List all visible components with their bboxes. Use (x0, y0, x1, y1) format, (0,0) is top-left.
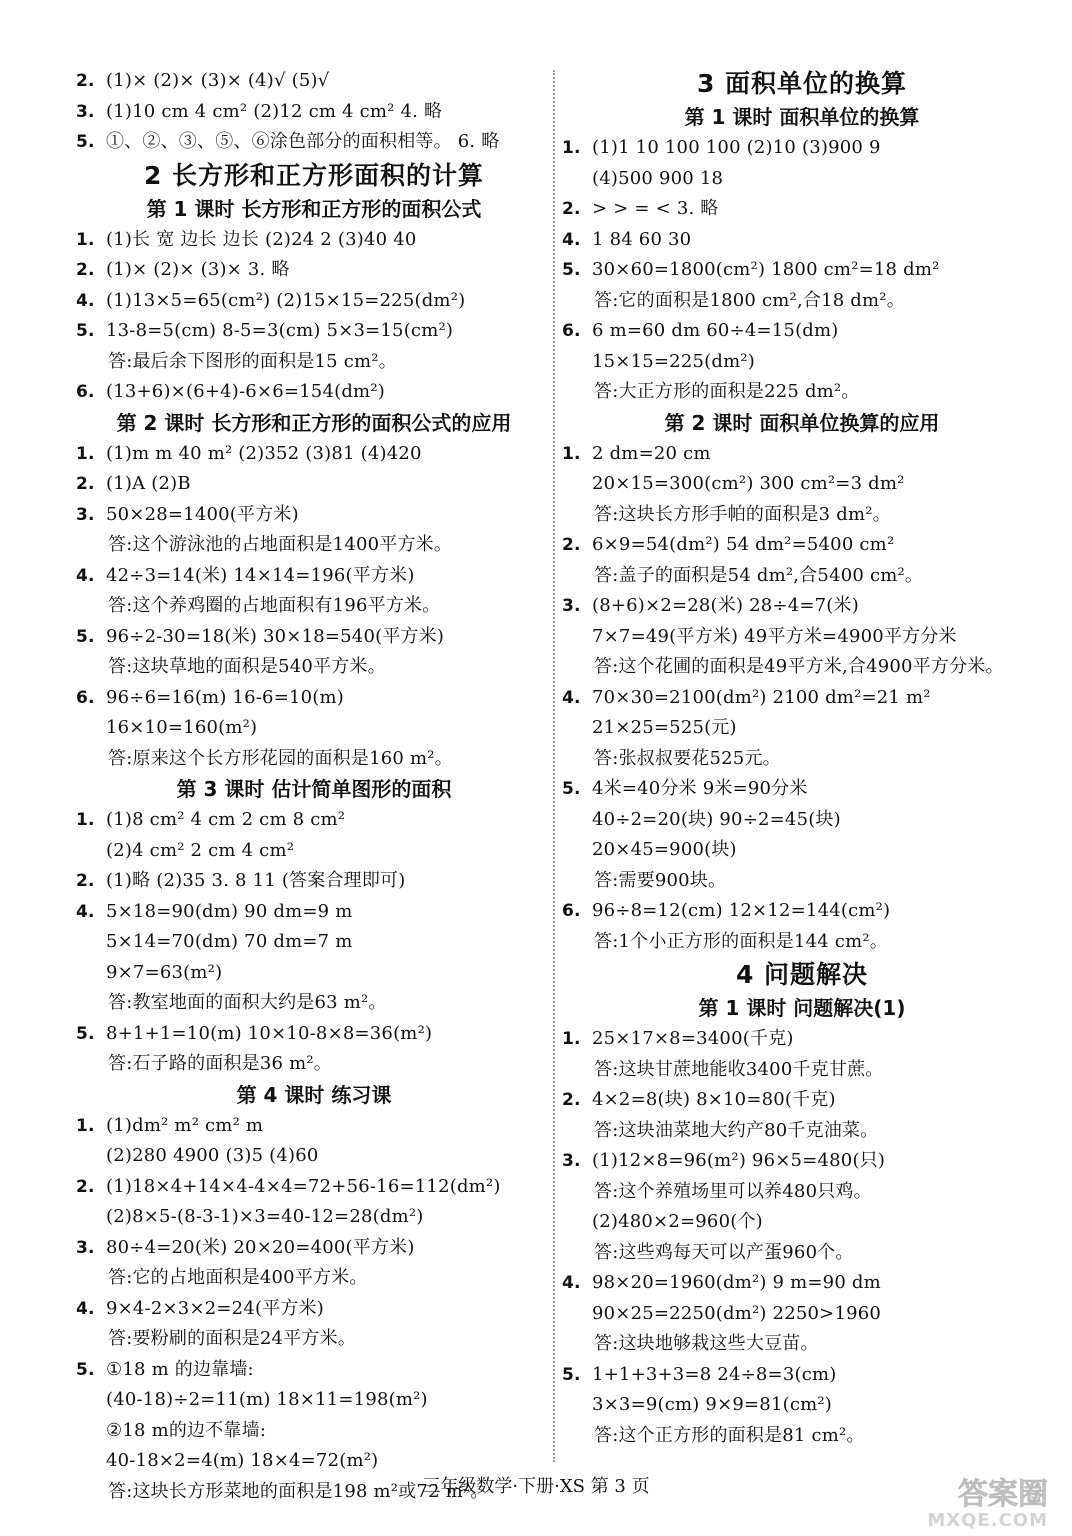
right-column (562, 66, 1042, 1451)
item-text: 9×7=63(m²) (106, 961, 223, 983)
svg-text:MXQE.COM: MXQE.COM (927, 1510, 1048, 1530)
item-number: 5. (76, 626, 95, 647)
item-text: 答:这个正方形的面积是81 cm²。 (594, 1424, 865, 1446)
continuation-line (76, 1202, 552, 1233)
continuation-line (562, 1299, 1042, 1330)
exercise-item (76, 561, 552, 592)
exercise-item (562, 133, 1042, 164)
item-number: 4. (562, 229, 581, 250)
exercise-item (562, 1360, 1042, 1391)
item-text: 96÷6=16(m) 16-6=10(m) (106, 686, 344, 708)
exercise-item (562, 255, 1042, 286)
chapter-heading: 3 面积单位的换算 (696, 69, 908, 98)
item-number: 2. (76, 871, 95, 891)
item-number: 1. (562, 1029, 581, 1049)
item-number: 6. (562, 901, 581, 921)
item-text: ①18 m 的边靠墙: (106, 1358, 254, 1380)
exercise-item (76, 1172, 552, 1203)
answer-line (562, 1329, 1042, 1360)
item-text: > > = < 3. 略 (592, 198, 719, 219)
item-number: 5. (562, 260, 581, 280)
exercise-item (562, 591, 1042, 622)
item-text: 13-8=5(cm) 8-5=3(cm) 5×3=15(cm²) (106, 320, 454, 341)
svg-text:答案圈: 答案圈 (958, 1477, 1048, 1512)
item-text: (2)4 cm² 2 cm 4 cm² (106, 839, 295, 861)
item-number: 1. (76, 1115, 95, 1136)
exercise-item (562, 1268, 1042, 1299)
continuation-line (562, 805, 1042, 836)
item-number: 5. (76, 132, 95, 152)
item-number: 2. (76, 71, 95, 91)
item-text: (40-18)÷2=11(m) 18×11=198(m²) (106, 1389, 428, 1410)
item-number: 1. (76, 229, 95, 250)
answer-line (562, 1177, 1042, 1208)
item-text: (2)480×2=960(个) (592, 1211, 763, 1232)
exercise-item (562, 225, 1042, 256)
exercise-item (76, 500, 552, 531)
item-text: 答:它的占地面积是400平方米。 (108, 1267, 368, 1288)
item-number: 1. (562, 138, 581, 158)
item-text: 90×25=2250(dm²) 2250>1960 (592, 1302, 882, 1324)
item-text: 20×45=900(块) (592, 839, 737, 860)
item-text: 80÷4=20(米) 20×20=400(平方米) (106, 1236, 415, 1258)
exercise-item (76, 316, 552, 347)
chapter-heading: 2 长方形和正方形面积的计算 (143, 160, 485, 190)
item-text: 20×15=300(cm²) 300 cm²=3 dm² (592, 473, 905, 494)
item-text: 答:石子路的面积是36 m²。 (108, 1053, 332, 1074)
lesson-heading: 第 1 课时 面积单位的换算 (684, 105, 920, 129)
item-text: 7×7=49(平方米) 49平方米=4900平方分米 (592, 625, 957, 647)
item-text: 答:1个小正方形的面积是144 cm²。 (594, 930, 888, 952)
exercise-item (562, 439, 1042, 470)
item-text: 96÷8=12(cm) 12×12=144(cm²) (592, 900, 891, 921)
item-text: 30×60=1800(cm²) 1800 cm²=18 dm² (592, 259, 940, 280)
item-number: 3. (76, 504, 95, 525)
exercise-item (562, 1024, 1042, 1055)
exercise-item (562, 530, 1042, 561)
exercise-item (562, 1085, 1042, 1116)
item-text: 答:它的面积是1800 cm²,合18 dm²。 (594, 289, 905, 311)
item-text: 答:这块草地的面积是540平方米。 (108, 656, 386, 677)
continuation-line (76, 958, 552, 989)
item-text: 答:这块甘蔗地能收3400千克甘蔗。 (594, 1058, 884, 1080)
item-text: 答:这块长方形手帕的面积是3 dm²。 (594, 503, 891, 525)
item-text: 25×17×8=3400(千克) (592, 1028, 794, 1049)
answer-line (562, 866, 1042, 897)
continuation-line (76, 1416, 552, 1447)
item-text: 6×9=54(dm²) 54 dm²=5400 cm² (592, 534, 895, 555)
lesson-heading: 第 1 课时 问题解决(1) (698, 996, 906, 1020)
item-text: 答:这块地够栽这些大豆苗。 (594, 1333, 819, 1354)
item-text: 答:这块油菜地大约产80千克油菜。 (594, 1119, 879, 1141)
item-text: (1)12×8=96(m²) 96×5=480(只) (592, 1150, 886, 1171)
item-number: 6. (76, 382, 95, 402)
exercise-item (76, 897, 552, 928)
continuation-line (562, 347, 1042, 378)
item-text: 5×18=90(dm) 90 dm=9 m (106, 900, 353, 922)
continuation-line (76, 927, 552, 958)
answer-line (76, 347, 552, 378)
item-number: 3. (562, 596, 581, 616)
item-text: 答:盖子的面积是54 dm²,合5400 cm²。 (594, 564, 924, 586)
lesson-heading: 第 2 课时 面积单位换算的应用 (664, 410, 940, 435)
item-text: 答:这些鸡每天可以产蛋960个。 (594, 1241, 854, 1263)
item-text: 1 84 60 30 (592, 228, 692, 250)
exercise-item (76, 1355, 552, 1386)
watermark-logo (898, 1474, 1058, 1530)
item-text: 答:最后余下图形的面积是15 cm²。 (108, 350, 397, 372)
item-number: 2. (76, 474, 95, 494)
answer-line (562, 500, 1042, 531)
exercise-item (76, 866, 552, 897)
exercise-item (76, 286, 552, 317)
answer-line (562, 377, 1042, 408)
item-number: 5. (76, 1023, 95, 1044)
item-text: 40-18×2=4(m) 18×4=72(m²) (106, 1450, 379, 1471)
chapter-heading: 4 问题解决 (735, 960, 869, 989)
item-text: 答:要粉刷的面积是24平方米。 (108, 1328, 356, 1349)
item-text: 42÷3=14(米) 14×14=196(平方米) (106, 564, 415, 586)
item-text: 96÷2-30=18(米) 30×18=540(平方米) (106, 625, 445, 647)
item-text: 21×25=525(元) (592, 717, 737, 738)
item-text: 答:原来这个长方形花园的面积是160 m²。 (108, 747, 453, 769)
exercise-item (76, 377, 552, 408)
item-text: (1)A (2)B (106, 473, 191, 494)
item-text: (1)m m 40 m² (2)352 (3)81 (4)420 (106, 442, 422, 464)
item-number: 2. (562, 199, 581, 219)
item-text: (13+6)×(6+4)-6×6=154(dm²) (106, 381, 385, 402)
exercise-item (562, 194, 1042, 225)
continuation-line (562, 469, 1042, 500)
item-number: 1. (76, 443, 95, 464)
item-number: 5. (562, 779, 581, 799)
item-number: 4. (76, 1298, 95, 1319)
item-number: 6. (562, 321, 581, 341)
answer-line (562, 927, 1042, 958)
item-text: (1)18×4+14×4-4×4=72+56-16=112(dm²) (106, 1175, 501, 1197)
answer-line (562, 1238, 1042, 1269)
exercise-item (76, 683, 552, 714)
item-number: 3. (76, 1237, 95, 1258)
item-number: 1. (76, 810, 95, 830)
item-text: 98×20=1960(dm²) 9 m=90 dm (592, 1272, 881, 1293)
item-text: (2)8×5-(8-3-1)×3=40-12=28(dm²) (106, 1206, 424, 1227)
answer-line (562, 1055, 1042, 1086)
item-text: 1+1+3+3=8 24÷8=3(cm) (592, 1363, 837, 1385)
continuation-line (76, 836, 552, 867)
exercise-item (76, 469, 552, 500)
item-text: 答:这个花圃的面积是49平方米,合4900平方分米。 (594, 656, 1004, 677)
item-number: 6. (76, 687, 95, 708)
answer-line (76, 652, 552, 683)
item-text: 9×4-2×3×2=24(平方米) (106, 1297, 325, 1319)
item-text: (2)280 4900 (3)5 (4)60 (106, 1145, 319, 1166)
item-text: 15×15=225(dm²) (592, 350, 755, 372)
answer-line (76, 530, 552, 561)
answer-line (562, 652, 1042, 683)
exercise-item (76, 439, 552, 470)
continuation-line (562, 835, 1042, 866)
answer-line (76, 591, 552, 622)
item-text: 答:这个养殖场里可以养480只鸡。 (594, 1180, 872, 1202)
item-text: (1)8 cm² 4 cm 2 cm 8 cm² (106, 809, 346, 830)
item-text: (1)13×5=65(cm²) (2)15×15=225(dm²) (106, 289, 466, 311)
item-text: (1)× (2)× (3)× (4)√ (5)√ (106, 70, 330, 91)
item-text: 答:这个养鸡圈的占地面积有196平方米。 (108, 595, 441, 616)
continuation-line (76, 1141, 552, 1172)
item-number: 2. (76, 260, 95, 280)
item-text: 答:张叔叔要花525元。 (594, 747, 781, 769)
item-text: (1)10 cm 4 cm² (2)12 cm 4 cm² 4. 略 (106, 100, 443, 122)
item-number: 4. (76, 290, 95, 311)
item-text: 50×28=1400(平方米) (106, 503, 299, 525)
exercise-item (76, 622, 552, 653)
item-text: (4)500 900 18 (592, 167, 724, 189)
item-number: 2. (562, 1090, 581, 1110)
exercise-item (562, 683, 1042, 714)
item-text: 答:需要900块。 (594, 869, 727, 891)
lesson-heading: 第 2 课时 长方形和正方形的面积公式的应用 (116, 410, 512, 435)
column-divider (553, 70, 555, 1462)
item-number: 4. (562, 1273, 581, 1293)
page-footer: 三年级数学·下册·XS 第 3 页 (422, 1476, 650, 1497)
item-number: 2. (76, 1176, 95, 1197)
item-text: (1)长 宽 边长 边长 (2)24 2 (3)40 40 (106, 228, 417, 250)
exercise-item (76, 805, 552, 836)
continuation-line (562, 622, 1042, 653)
exercise-item (76, 255, 552, 286)
item-text: 8+1+1=10(m) 10×10-8×8=36(m²) (106, 1022, 433, 1044)
continuation-line (562, 164, 1042, 195)
item-text: (1)dm² m² cm² m (106, 1114, 264, 1136)
exercise-item (76, 1019, 552, 1050)
lesson-heading: 第 4 课时 练习课 (236, 1082, 392, 1107)
item-text: 16×10=160(m²) (106, 717, 258, 738)
item-text: 答:这块长方形菜地的面积是198 m²或72 m²。 (108, 1480, 489, 1502)
exercise-item (76, 1111, 552, 1142)
item-text: (1)1 10 100 100 (2)10 (3)900 9 (592, 137, 881, 158)
answer-line (76, 744, 552, 775)
item-number: 5. (562, 1364, 581, 1385)
left-column (76, 66, 552, 1507)
item-number: 1. (562, 443, 581, 464)
continuation-line (76, 1385, 552, 1416)
continuation-line (562, 1390, 1042, 1421)
item-number: 3. (76, 101, 95, 122)
answer-line (76, 1324, 552, 1355)
item-text: 答:这个游泳池的占地面积是1400平方米。 (108, 534, 453, 555)
continuation-line (76, 713, 552, 744)
item-number: 5. (76, 1359, 95, 1380)
item-text: ②18 m的边不靠墙: (106, 1419, 267, 1441)
item-number: 4. (76, 565, 95, 586)
item-text: 2 dm=20 cm (592, 442, 711, 464)
continuation-line (562, 1207, 1042, 1238)
exercise-item (562, 896, 1042, 927)
answer-line (76, 988, 552, 1019)
lesson-heading: 第 3 课时 估计简单图形的面积 (176, 777, 452, 801)
continuation-line (562, 713, 1042, 744)
item-number: 4. (562, 687, 581, 708)
item-number: 3. (562, 1151, 581, 1171)
exercise-item (76, 1294, 552, 1325)
item-text: (1)× (2)× (3)× 3. 略 (106, 259, 290, 280)
answer-line (562, 561, 1042, 592)
item-text: 答:教室地面的面积大约是63 m²。 (108, 992, 387, 1013)
item-text: 答:大正方形的面积是225 dm²。 (594, 381, 860, 402)
item-text: 40÷2=20(块) 90÷2=45(块) (592, 808, 841, 830)
item-text: 3×3=9(cm) 9×9=81(cm²) (592, 1394, 833, 1415)
exercise-item (562, 774, 1042, 805)
exercise-item (76, 1233, 552, 1264)
item-number: 4. (76, 901, 95, 922)
answer-line (76, 1049, 552, 1080)
exercise-item (76, 66, 552, 97)
answer-line (562, 744, 1042, 775)
item-text: (1)略 (2)35 3. 8 11 (答案合理即可) (106, 870, 406, 891)
item-text: 4米=40分米 9米=90分米 (592, 778, 808, 799)
lesson-heading: 第 1 课时 长方形和正方形的面积公式 (146, 196, 482, 221)
exercise-item (562, 316, 1042, 347)
exercise-item (76, 127, 552, 158)
item-text: 5×14=70(dm) 70 dm=7 m (106, 931, 353, 952)
item-text: 70×30=2100(dm²) 2100 dm²=21 m² (592, 686, 931, 708)
item-text: 4×2=8(块) 8×10=80(千克) (592, 1089, 836, 1110)
answer-line (76, 1263, 552, 1294)
item-number: 5. (76, 321, 95, 341)
item-text: 6 m=60 dm 60÷4=15(dm) (592, 320, 839, 341)
item-text: ①、②、③、⑤、⑥涂色部分的面积相等。 6. 略 (106, 131, 500, 152)
answer-line (562, 1116, 1042, 1147)
exercise-item (562, 1146, 1042, 1177)
exercise-item (76, 225, 552, 256)
answer-line (562, 1421, 1042, 1452)
item-number: 2. (562, 535, 581, 555)
item-text: (8+6)×2=28(米) 28÷4=7(米) (592, 595, 859, 616)
exercise-item (76, 97, 552, 128)
answer-line (562, 286, 1042, 317)
